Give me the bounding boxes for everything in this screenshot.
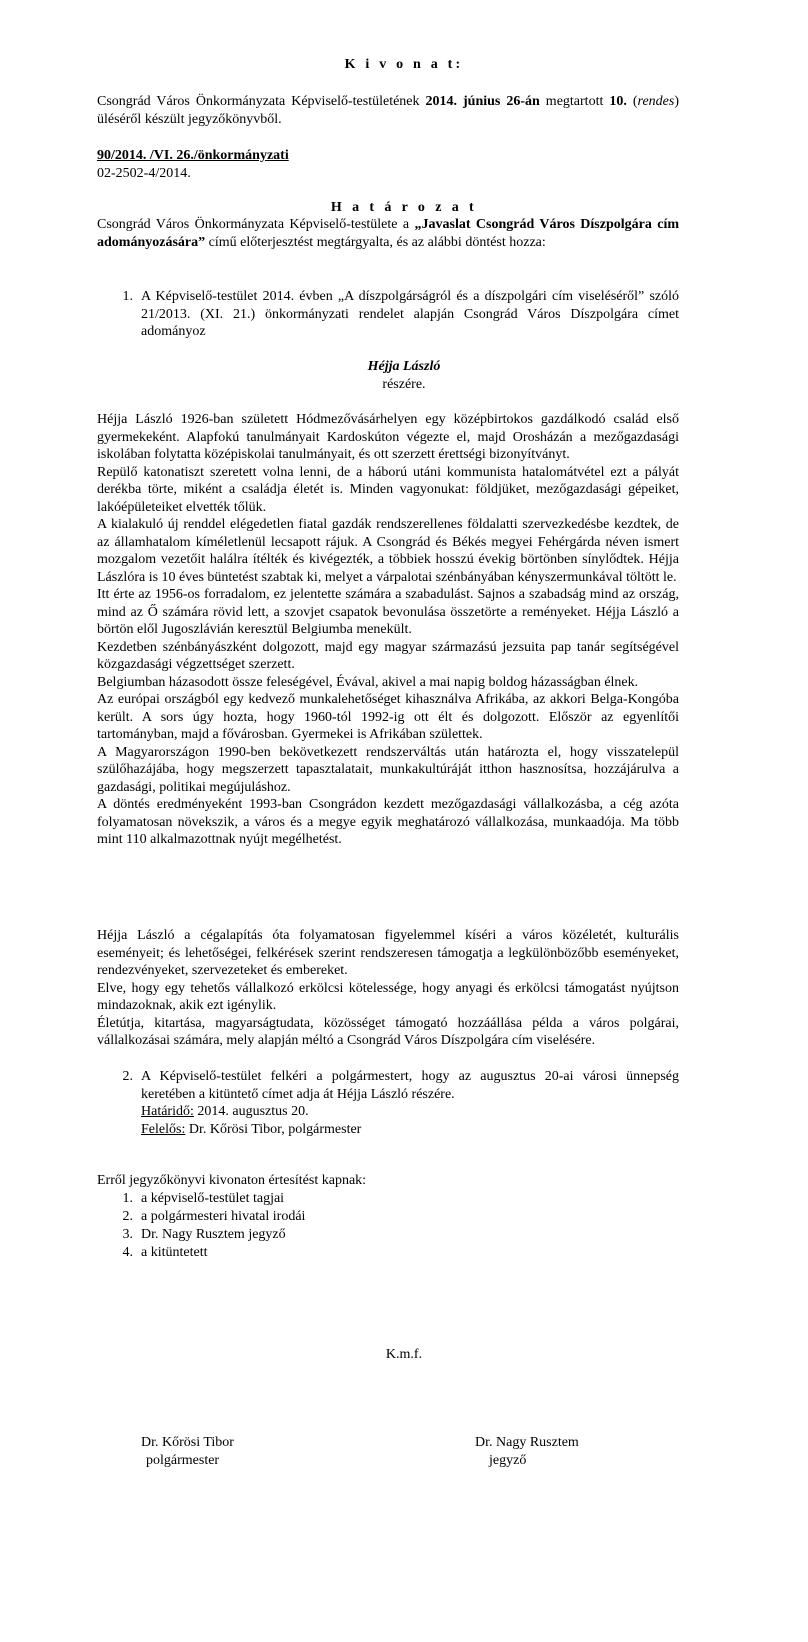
deadline-label: Határidő: (141, 1104, 194, 1119)
bio-paragraph: A Magyarországon 1990-ben bekövetkezett rendszerváltás után határozta el, hogy visszatelepül szülőhazájába, hogy megszerzett tapasztalatait, munkakultúráját itthon hasznosítsa, hozzájárulva a gazdasági, politikai megújuláshoz. (97, 744, 679, 795)
intro-paragraph (97, 93, 679, 128)
document-title: K i v o n a t: (344, 57, 464, 72)
proposal-title: „Javaslat Csongrád Város Díszpolgára cím adományozására” (97, 217, 679, 250)
list-item-text: a polgármesteri hivatal irodái (141, 1208, 306, 1224)
bio-paragraph: Kezdetben szénbányászként dolgozott, majd egy magyar származású jezsuita pap tanár segítségével közgazdasági végzettséget szerzett. (97, 639, 679, 672)
list-item-text: a kitüntetett (141, 1244, 208, 1260)
decision-item-1 (97, 288, 679, 341)
signatory-role: polgármester (146, 1452, 220, 1468)
distribution-intro: Erről jegyzőkönyvi kivonaton értesítést kapnak: (97, 1173, 367, 1188)
biography (97, 411, 679, 849)
intro-text-4: ) üléséről készült jegyzőkönyvből. (97, 94, 679, 127)
decision-item-1-text: A Képviselő-testület 2014. évben „A díszpolgárságról és a díszpolgári cím viseléséről” szóló 21/2013. (XI. 21.) önkormányzati rendelet alapján Csongrád Város Díszpolgára címet adományoz (141, 289, 679, 339)
signature-notary (475, 1434, 579, 1469)
responsible-label: Felelős: (141, 1121, 186, 1137)
signature-mayor (141, 1434, 234, 1469)
decision-item-1-number: 1. (122, 289, 133, 304)
meeting-date: 2014. június 26-án (425, 94, 540, 109)
resolution-intro (97, 216, 679, 251)
merits-paragraph: Életútja, kitartása, magyarságtudata, közösséget támogató hozzáállása példa a város polgárai, vállalkozásai számára, mely alapján méltó a Csongrád Város Díszpolgára cím viselésére. (97, 1015, 679, 1048)
kmf-label: K.m.f. (385, 1347, 423, 1362)
merits (97, 927, 679, 1050)
list-item-number: 4. (122, 1244, 133, 1260)
meeting-number: 10. (609, 94, 627, 109)
bio-paragraph: Az európai országból egy kedvező munkalehetőséget kihasználva Afrikába, az akkori Belga-Kongóba került. A sors úgy hozta, hogy 1960-tól 1992-ig ott élt és dolgozott. Először az egyenlítői tartományban, majd a fővárosban. Gyermekei is Afrikában születtek. (97, 692, 679, 742)
bio-paragraph: Belgiumban házasodott össze feleségével, Évával, akivel a mai napig boldog házasságban élnek. (97, 674, 639, 690)
resolution-number: 90/2014. /VI. 26./önkormányzati (97, 148, 289, 163)
intro-text-1: Csongrád Város Önkormányzata Képviselő-testületének (97, 94, 426, 109)
honoree-name: Héjja László (367, 359, 441, 374)
bio-paragraph: Héjja László 1926-ban született Hódmezővásárhelyen egy középbirtokos gazdálkodó család első gyermekeként. Alapfokú tanulmányait Kardoskúton végezte el, majd Orosházán a mezőgazdasági iskolában folytatta középiskolai tanulmányait, és ott szerzett érettségi bizonyítványt. (97, 412, 679, 462)
decision-item-2-number: 2. (122, 1069, 133, 1084)
bio-paragraph: Itt érte az 1956-os forradalom, ez jelentette számára a szabadulást. Sajnos a szabadság mind az ország, mind az Ő számára rövid lett, a szovjet csapatok bevonulása összetörte a reményeket. Héjja László a börtön elől Jugoszlávián keresztül Belgiumba menekült. (97, 587, 679, 637)
list-item (97, 1208, 679, 1226)
decision-item-2-body (141, 1068, 679, 1138)
list-item (97, 1244, 679, 1262)
resolution-intro-text-1: Csongrád Város Önkormányzata Képviselő-testülete a (97, 217, 415, 232)
merits-paragraph: Elve, hogy egy tehetős vállalkozó erkölcsi kötelessége, hogy anyagi és erkölcsi támogatást nyújtson mindazoknak, akik ezt igénylik. (97, 980, 679, 1013)
resolution-title: H a t á r o z a t (330, 200, 478, 215)
list-item-text: a képviselő-testület tagjai (141, 1190, 285, 1206)
signatory-name: Dr. Kőrösi Tibor (141, 1435, 234, 1450)
signatory-role: jegyző (489, 1452, 527, 1468)
list-item (97, 1226, 679, 1244)
list-item-text: Dr. Nagy Rusztem jegyző (141, 1226, 286, 1242)
list-item-number: 3. (122, 1226, 133, 1242)
bio-paragraph: Repülő katonatiszt szeretett volna lenni, de a háború utáni kommunista hatalomátvétel ezt a pályát derékba törte, miként a családja életét is. Minden vagyonukat: földjüket, mezőgazdasági gépeiket, lakóépületeiket elvették tőlük. (97, 464, 679, 515)
resolution-intro-text-2: című előterjesztést megtárgyalta, és az alábbi döntést hozza: (205, 234, 546, 250)
decision-item-2 (97, 1068, 679, 1138)
resolution-reference (97, 147, 679, 182)
distribution-list (97, 1172, 679, 1262)
list-item (97, 1190, 679, 1208)
decision-item-2-text: A Képviselő-testület felkéri a polgármestert, hogy az augusztus 20-ai városi ünnepség keretében a kitüntető címet adja át Héjja László részére. (141, 1069, 679, 1102)
honoree-suffix: részére. (382, 376, 426, 392)
meeting-type: rendes (637, 94, 675, 109)
deadline-value: 2014. augusztus 20. (193, 1104, 309, 1119)
intro-text-2: megtartott (539, 94, 610, 109)
list-item-number: 1. (122, 1190, 133, 1206)
intro-text-3: ( (632, 94, 638, 109)
file-number: 02-2502-4/2014. (97, 165, 191, 181)
responsible-value: Dr. Kőrösi Tibor, polgármester (185, 1121, 362, 1137)
honoree-block (0, 358, 808, 393)
merits-paragraph: Héjja László a cégalapítás óta folyamatosan figyelemmel kíséri a város közéletét, kulturális eseményeit; és lehetőségei, felkérések szerint rendszeresen támogatja a legkülönbözőbb eseményeket, rendezvényeket, szervezeteket és embereket. (97, 928, 679, 978)
bio-paragraph: A kialakuló új renddel elégedetlen fiatal gazdák rendszerellenes földalatti szervezkedésbe kezdtek, de az államhatalom kíméletlenül lecsapott rájuk. A Csongrád és Békés megyei Fehérgárda néven ismert mozgalom vezetőit halálra ítélték és kivégezték, a többiek hosszú évekig börtönben sínylődtek. Héjja Lászlóra is 10 éves büntetést szabtak ki, melyet a várpalotai szénbányában kényszermunkával töltött le. (97, 517, 679, 585)
list-item-number: 2. (122, 1208, 133, 1224)
signatory-name: Dr. Nagy Rusztem (475, 1435, 579, 1450)
bio-paragraph: A döntés eredményeként 1993-ban Csongrádon kezdett mezőgazdasági vállalkozásba, a cég azóta folyamatosan növekszik, a város és a megye egyik meghatározó vállalkozása, munkaadója. Ma több mint 110 alkalmazottnak nyújt megélhetést. (97, 797, 679, 847)
